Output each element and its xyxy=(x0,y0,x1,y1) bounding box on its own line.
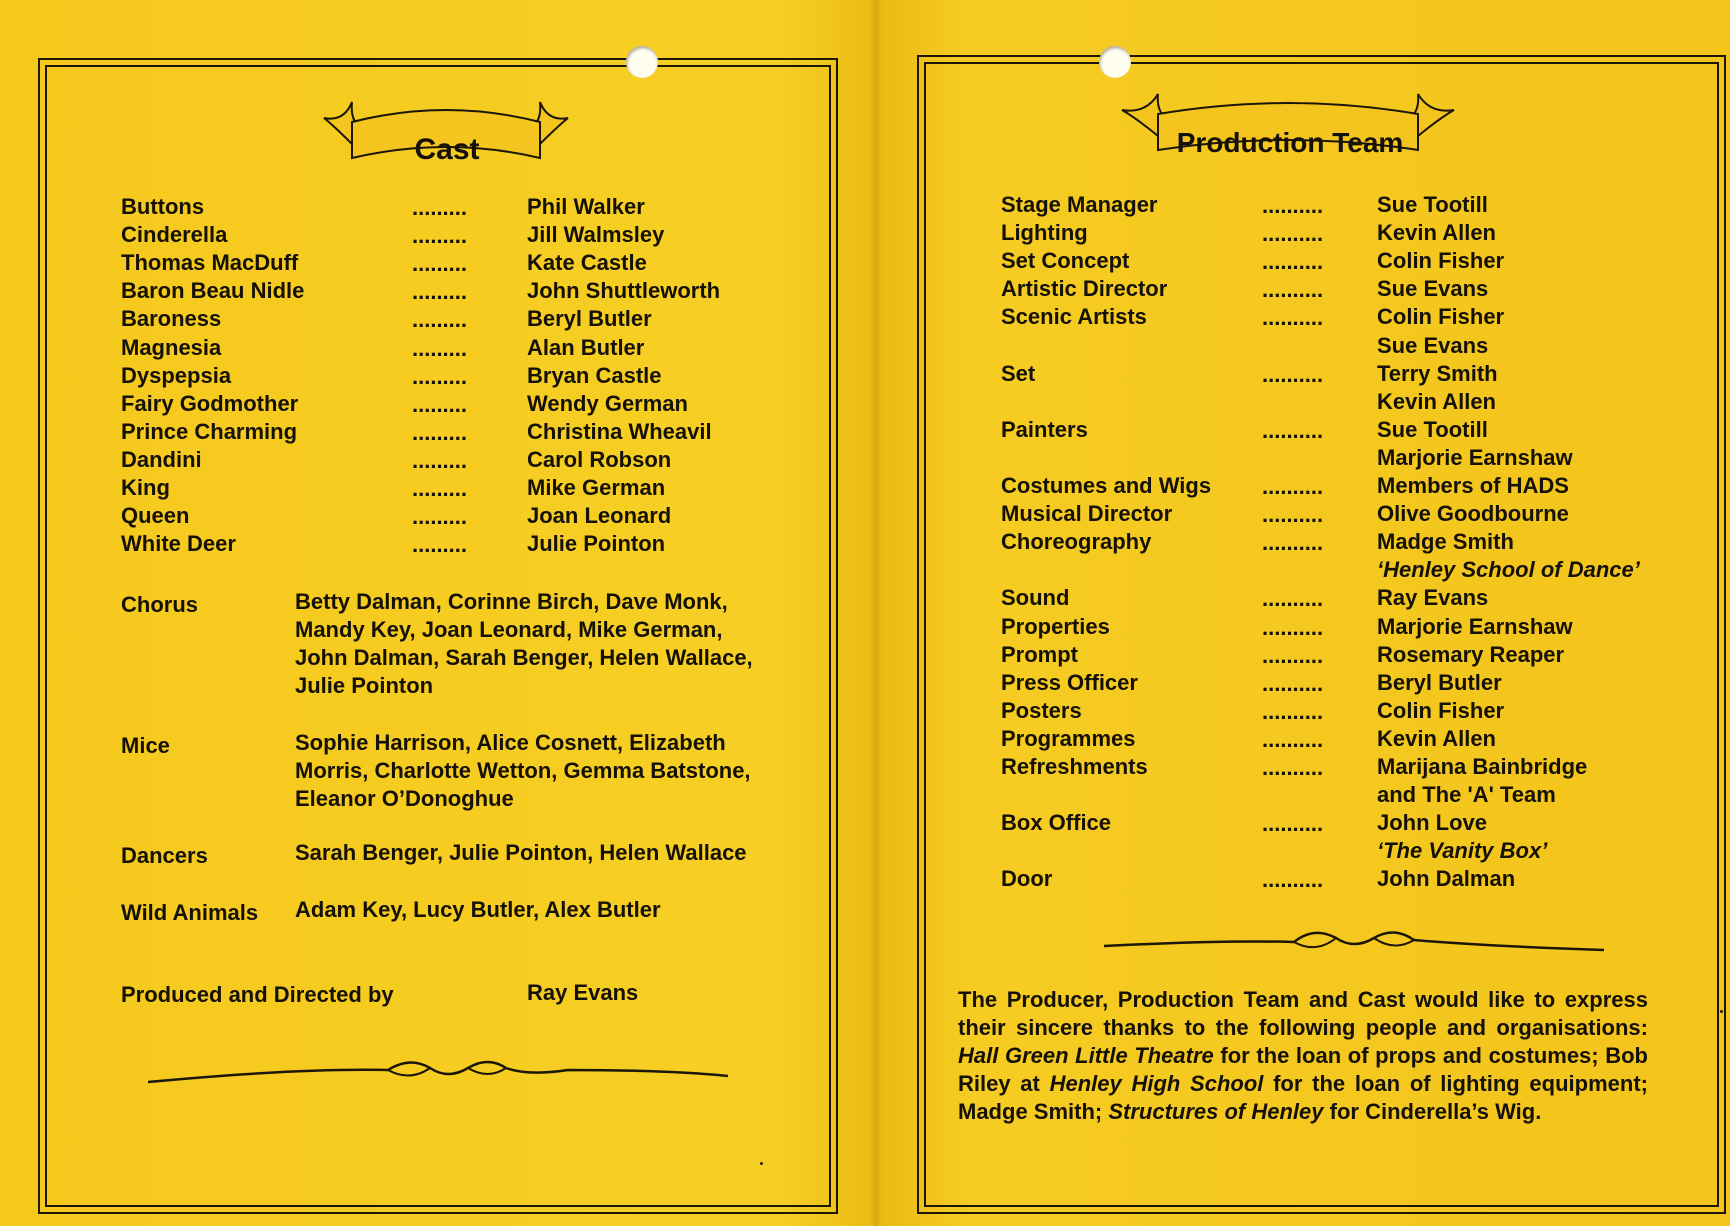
team-role: Box Office xyxy=(1001,810,1112,836)
cast-dots: ......... xyxy=(412,279,468,305)
cast-dots: ......... xyxy=(412,251,468,277)
cast-actor: Julie Pointon xyxy=(527,531,666,557)
group-members: Sarah Benger, Julie Pointon, Helen Wallace xyxy=(295,840,747,865)
team-role: Refreshments xyxy=(1001,754,1148,779)
cast-role: Thomas MacDuff xyxy=(121,250,299,276)
team-dots: .......... xyxy=(1262,221,1324,247)
paper-speck xyxy=(1720,1010,1723,1013)
team-dots: .......... xyxy=(1262,642,1324,668)
cast-actor: Kate Castle xyxy=(527,250,647,276)
team-dots: .......... xyxy=(1262,249,1324,275)
team-member: and The 'A' Team xyxy=(1377,782,1556,808)
team-member: Colin Fisher xyxy=(1377,248,1505,274)
production-flourish-divider xyxy=(1104,922,1604,956)
team-role: Stage Manager xyxy=(1001,192,1158,217)
cast-role: Magnesia xyxy=(121,334,222,360)
cast-actor: Phil Walker xyxy=(527,194,645,219)
cast-actor: Alan Butler xyxy=(527,334,645,360)
cast-role: King xyxy=(121,475,170,500)
cast-dots: ......... xyxy=(412,419,468,445)
thanks-org-hall-green: Hall Green Little Theatre xyxy=(958,1043,1214,1068)
team-member: Ray Evans xyxy=(1377,585,1489,611)
group-label: Mice xyxy=(121,733,170,758)
cast-role: Cinderella xyxy=(121,222,228,248)
cast-dots: ......... xyxy=(412,504,468,530)
team-dots: .......... xyxy=(1262,586,1324,612)
cast-role: Baroness xyxy=(121,306,222,332)
team-role: Door xyxy=(1001,866,1053,892)
team-dots: .......... xyxy=(1262,755,1324,780)
team-dots: .......... xyxy=(1262,530,1324,556)
cast-actor: Jill Walmsley xyxy=(527,222,665,248)
cast-heading: Cast xyxy=(414,133,480,166)
team-role: Press Officer xyxy=(1001,669,1138,695)
cast-role: Baron Beau Nidle xyxy=(121,278,305,304)
group-members: John Dalman, Sarah Benger, Helen Wallace, xyxy=(295,645,753,670)
cast-role: Dyspepsia xyxy=(121,362,232,388)
team-member: ‘Henley School of Dance’ xyxy=(1377,557,1640,583)
cast-dots: ......... xyxy=(412,391,468,417)
team-dots: .......... xyxy=(1262,726,1324,752)
team-role: Posters xyxy=(1001,697,1082,723)
team-dots: .......... xyxy=(1262,670,1324,696)
team-member: Madge Smith xyxy=(1377,529,1514,555)
cast-dots: ......... xyxy=(412,223,468,249)
cast-role: Queen xyxy=(121,503,190,529)
team-dots: .......... xyxy=(1262,867,1324,893)
team-role: Musical Director xyxy=(1001,501,1173,527)
cast-dots: ......... xyxy=(412,335,468,361)
team-role: Sound xyxy=(1001,585,1070,611)
produced-name: Ray Evans xyxy=(527,980,639,1005)
paper-speck xyxy=(760,1162,763,1165)
cast-dots: ......... xyxy=(412,307,468,333)
team-dots: .......... xyxy=(1262,502,1324,528)
thanks-text-2: for the loan of props and costumes; Bob Riley at xyxy=(958,1043,1648,1096)
team-role: Painters xyxy=(1001,416,1088,442)
team-dots: .......... xyxy=(1262,417,1324,443)
cast-dots: ......... xyxy=(412,447,468,473)
cast-actor: Wendy German xyxy=(527,390,688,416)
team-member: John Love xyxy=(1377,810,1488,836)
group-members: Julie Pointon xyxy=(295,673,434,698)
thanks-text-4: for Cinderella’s Wig. xyxy=(1323,1099,1542,1124)
cast-flourish-divider xyxy=(148,1052,728,1086)
team-role: Programmes xyxy=(1001,725,1136,751)
cast-dots: ......... xyxy=(412,532,468,558)
group-members: Morris, Charlotte Wetton, Gemma Batstone, xyxy=(295,758,751,783)
cast-dots: ......... xyxy=(412,476,468,501)
team-dots: .......... xyxy=(1262,361,1324,387)
team-member: Sue Evans xyxy=(1377,332,1489,358)
team-role: Properties xyxy=(1001,613,1110,639)
cast-actor: Mike German xyxy=(527,475,666,500)
team-role: Choreography xyxy=(1001,529,1152,555)
team-role: Prompt xyxy=(1001,641,1078,667)
group-label: Chorus xyxy=(121,592,198,617)
team-role: Artistic Director xyxy=(1001,276,1168,302)
team-member: Sue Evans xyxy=(1377,276,1489,302)
team-member: Colin Fisher xyxy=(1377,697,1505,723)
team-dots: .......... xyxy=(1262,698,1324,724)
center-fold xyxy=(870,0,882,1226)
team-member: Sue Tootill xyxy=(1377,416,1488,442)
team-member: Terry Smith xyxy=(1377,360,1498,386)
team-member: ‘The Vanity Box’ xyxy=(1377,838,1548,864)
team-member: Kevin Allen xyxy=(1377,725,1496,751)
group-members: Eleanor O’Donoghue xyxy=(295,786,514,811)
group-members: Sophie Harrison, Alice Cosnett, Elizabeth xyxy=(295,730,726,755)
team-role: Lighting xyxy=(1001,220,1088,246)
produced-label: Produced and Directed by xyxy=(121,982,394,1007)
cast-role: Buttons xyxy=(121,194,205,219)
team-member: Marjorie Earnshaw xyxy=(1377,613,1573,639)
cast-actor: Joan Leonard xyxy=(527,503,672,529)
cast-role: Fairy Godmother xyxy=(121,390,299,416)
thanks-text-3: for the loan of lighting equipment; Madge Smith; xyxy=(958,1071,1648,1124)
punch-hole-left xyxy=(626,46,658,78)
team-dots: .......... xyxy=(1262,305,1324,331)
team-role: Scenic Artists xyxy=(1001,304,1147,330)
cast-actor: Bryan Castle xyxy=(527,362,662,388)
team-member: Kevin Allen xyxy=(1377,388,1496,414)
team-dots: .......... xyxy=(1262,474,1324,499)
acknowledgements-paragraph xyxy=(958,986,1648,1126)
cast-actor: Beryl Butler xyxy=(527,306,652,332)
team-member: Kevin Allen xyxy=(1377,220,1496,246)
team-member: Colin Fisher xyxy=(1377,304,1505,330)
team-member: Marjorie Earnshaw xyxy=(1377,444,1573,470)
group-members: Mandy Key, Joan Leonard, Mike German, xyxy=(295,617,723,642)
team-member: Members of HADS xyxy=(1377,473,1569,498)
team-member: Beryl Butler xyxy=(1377,669,1502,695)
group-members: Betty Dalman, Corinne Birch, Dave Monk, xyxy=(295,589,728,614)
thanks-text-1: The Producer, Production Team and Cast would like to express their sincere thanks to the following people and organisations: xyxy=(958,987,1648,1040)
team-role: Costumes and Wigs xyxy=(1001,473,1212,498)
cast-dots: ......... xyxy=(412,195,468,220)
team-member: Olive Goodbourne xyxy=(1377,501,1569,527)
group-members: Adam Key, Lucy Butler, Alex Butler xyxy=(295,897,661,922)
team-member: Rosemary Reaper xyxy=(1377,641,1565,667)
team-member: John Dalman xyxy=(1377,866,1516,892)
thanks-org-henley-high: Henley High School xyxy=(1049,1071,1264,1096)
cast-role: Dandini xyxy=(121,446,202,472)
thanks-org-structures: Structures of Henley xyxy=(1108,1099,1324,1124)
team-dots: .......... xyxy=(1262,193,1324,218)
cast-role: Prince Charming xyxy=(121,418,298,444)
team-member: Marijana Bainbridge xyxy=(1377,754,1588,779)
team-dots: .......... xyxy=(1262,811,1324,837)
group-label: Wild Animals xyxy=(121,900,259,925)
team-role: Set xyxy=(1001,360,1036,386)
cast-actor: Carol Robson xyxy=(527,446,672,472)
group-label: Dancers xyxy=(121,843,208,868)
team-dots: .......... xyxy=(1262,277,1324,303)
team-dots: .......... xyxy=(1262,614,1324,640)
team-role: Set Concept xyxy=(1001,248,1130,274)
team-member: Sue Tootill xyxy=(1377,192,1488,217)
cast-actor: Christina Wheavil xyxy=(527,418,712,444)
cast-role: White Deer xyxy=(121,531,236,557)
cast-actor: John Shuttleworth xyxy=(527,278,721,304)
production-heading: Production Team xyxy=(1176,127,1404,158)
cast-dots: ......... xyxy=(412,363,468,389)
